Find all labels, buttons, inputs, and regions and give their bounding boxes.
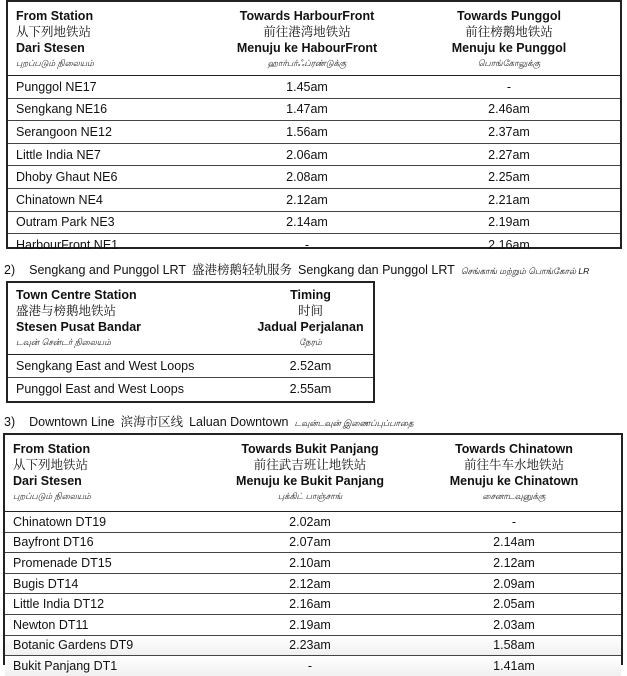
- table-header: [8, 283, 373, 355]
- header-ta: சைனாடவுனுக்கு: [482, 491, 546, 501]
- time-towards-punggol: 2.21am: [488, 192, 530, 207]
- time-towards-harbourfront: 1.47am: [286, 102, 328, 117]
- table-row: [8, 143, 620, 166]
- station-cell: Bukit Panjang DT1: [13, 658, 118, 673]
- time-towards-chinatown: 2.14am: [493, 535, 535, 550]
- header-ta: புறப்படும் நிலையம்: [13, 491, 91, 501]
- section-number: 2): [4, 263, 16, 277]
- table-header: [8, 2, 620, 76]
- time-towards-punggol: 2.19am: [488, 215, 530, 230]
- table-row: [5, 573, 621, 594]
- table-row: [8, 211, 620, 234]
- section-title-lrt: [4, 260, 595, 278]
- table-row: [8, 233, 620, 256]
- station-cell: Bugis DT14: [13, 576, 79, 591]
- station-cell: Chinatown DT19: [13, 514, 107, 529]
- header-ms: Menuju ke Bukit Panjang: [236, 474, 384, 488]
- table-body: [5, 512, 621, 676]
- time-towards-bukit-panjang: 2.02am: [289, 514, 331, 529]
- time-towards-harbourfront: -: [304, 237, 310, 252]
- station-cell: Punggol NE17: [16, 79, 97, 94]
- section-title-en: Sengkang and Punggol LRT: [29, 263, 186, 277]
- header-zh: 时间: [297, 304, 323, 318]
- time-towards-punggol: -: [506, 79, 512, 94]
- table-row: [5, 552, 621, 573]
- header-zh: 从下列地铁站: [16, 25, 92, 39]
- station-cell: Little India NE7: [16, 147, 101, 162]
- header-ms: Menuju ke Punggol: [451, 41, 567, 55]
- time-towards-bukit-panjang: 2.07am: [289, 535, 331, 550]
- header-en: Town Centre Station: [16, 288, 137, 302]
- header-timing: [248, 287, 373, 354]
- time-towards-harbourfront: 2.14am: [286, 215, 328, 230]
- station-cell: Promenade DT15: [13, 555, 112, 570]
- table-row: [8, 188, 620, 211]
- station-cell: Sengkang East and West Loops: [16, 359, 195, 373]
- header-zh: 前往港湾地铁站: [263, 25, 351, 39]
- time-towards-chinatown: 1.58am: [493, 638, 535, 653]
- time-towards-harbourfront: 2.06am: [286, 147, 328, 162]
- header-ta: டவுன் சென்டர் நிலையம்: [16, 337, 111, 347]
- table-row: [8, 98, 620, 121]
- header-ta: ஹார்பர்ஃப்ரண்டுக்கு: [267, 58, 347, 68]
- section-title-ta: செங்காங் மற்றும் பொங்கோல் LR: [460, 266, 590, 276]
- header-ms: Menuju ke HabourFront: [236, 41, 378, 55]
- table-row: [5, 593, 621, 614]
- header-ms: Jadual Perjalanan: [257, 320, 364, 334]
- header-towards-punggol: [398, 8, 620, 75]
- station-cell: Outram Park NE3: [16, 215, 115, 230]
- north-east-line-timetable: [6, 0, 622, 252]
- time-towards-punggol: 2.16am: [488, 237, 530, 252]
- time-towards-punggol: 2.37am: [488, 124, 530, 139]
- station-cell: Sengkang NE16: [16, 102, 108, 117]
- header-towards-harbourfront: [216, 8, 398, 75]
- header-town-centre-station: [8, 287, 248, 354]
- header-ta: பொங்கோலுக்கு: [477, 58, 541, 68]
- downtown-line-timetable: [3, 433, 623, 673]
- table-header: [5, 435, 621, 512]
- station-cell: Little India DT12: [13, 597, 105, 612]
- table-body: [8, 355, 373, 400]
- time-towards-harbourfront: 2.12am: [286, 192, 328, 207]
- table-row: [5, 655, 621, 676]
- header-ta: நேரம்: [299, 337, 322, 347]
- header-ms: Dari Stesen: [16, 41, 85, 55]
- table-row: [8, 355, 373, 377]
- header-zh: 前往榜鹅地铁站: [465, 25, 553, 39]
- time-towards-bukit-panjang: 2.12am: [289, 576, 331, 591]
- header-ta: புக்கிட் பாஞ்சாங்: [277, 491, 343, 501]
- section-title-ms: Laluan Downtown: [189, 415, 289, 429]
- table-body: [8, 76, 620, 256]
- station-cell: Serangoon NE12: [16, 124, 112, 139]
- header-en: Towards Bukit Panjang: [241, 442, 379, 456]
- time-towards-chinatown: -: [511, 514, 517, 529]
- table-row: [5, 614, 621, 635]
- header-en: From Station: [13, 442, 91, 456]
- time-towards-chinatown: 2.09am: [493, 576, 535, 591]
- timing-cell: 2.52am: [289, 359, 332, 373]
- time-towards-bukit-panjang: -: [307, 658, 313, 673]
- header-towards-chinatown: [407, 441, 621, 511]
- table-row: [8, 76, 620, 98]
- section-title-ms: Sengkang dan Punggol LRT: [297, 263, 455, 277]
- header-zh: 盛港与榜鹅地铁站: [16, 304, 117, 318]
- table-row: [5, 532, 621, 553]
- header-en: From Station: [16, 9, 94, 23]
- station-cell: Bayfront DT16: [13, 535, 94, 550]
- section-title-en: Downtown Line: [29, 415, 115, 429]
- time-towards-harbourfront: 2.08am: [286, 170, 328, 185]
- station-cell: HarbourFront NE1: [16, 237, 119, 252]
- header-ms: Dari Stesen: [13, 474, 82, 488]
- table-row: [8, 120, 620, 143]
- header-zh: 前往武吉班让地铁站: [253, 458, 367, 472]
- header-en: Towards HarbourFront: [239, 9, 375, 23]
- time-towards-chinatown: 2.12am: [493, 555, 535, 570]
- time-towards-punggol: 2.27am: [488, 147, 530, 162]
- time-towards-bukit-panjang: 2.23am: [289, 638, 331, 653]
- lrt-timetable: [6, 281, 375, 403]
- time-towards-harbourfront: 1.45am: [286, 79, 328, 94]
- header-en: Towards Punggol: [457, 9, 561, 23]
- station-cell: Punggol East and West Loops: [16, 382, 184, 396]
- section-title-zh: 滨海市区线: [120, 415, 184, 429]
- time-towards-chinatown: 2.03am: [493, 617, 535, 632]
- table-row: [5, 512, 621, 532]
- station-cell: Botanic Gardens DT9: [13, 638, 134, 653]
- time-towards-punggol: 2.25am: [488, 170, 530, 185]
- station-cell: Dhoby Ghaut NE6: [16, 170, 118, 185]
- header-towards-bukit-panjang: [213, 441, 407, 511]
- time-towards-harbourfront: 1.56am: [286, 124, 328, 139]
- time-towards-chinatown: 2.05am: [493, 597, 535, 612]
- section-title-ta: டவுன்டவுன் இணைப்புப்பாதை: [294, 418, 414, 428]
- table-row: [5, 635, 621, 656]
- section-title-zh: 盛港榜鹅轻轨服务: [191, 263, 292, 277]
- time-towards-bukit-panjang: 2.19am: [289, 617, 331, 632]
- table-row: [8, 377, 373, 400]
- section-number: 3): [4, 415, 16, 429]
- time-towards-punggol: 2.46am: [488, 102, 530, 117]
- header-ms: Menuju ke Chinatown: [449, 474, 579, 488]
- header-ms: Stesen Pusat Bandar: [16, 320, 142, 334]
- header-zh: 从下列地铁站: [13, 458, 89, 472]
- header-zh: 前往牛车水地铁站: [463, 458, 564, 472]
- header-ta: புறப்படும் நிலையம்: [16, 58, 94, 68]
- header-from-station: [8, 8, 216, 75]
- time-towards-bukit-panjang: 2.10am: [289, 555, 331, 570]
- header-from-station: [5, 441, 213, 511]
- header-en: Timing: [290, 288, 331, 302]
- table-row: [8, 165, 620, 188]
- time-towards-bukit-panjang: 2.16am: [289, 597, 331, 612]
- time-towards-chinatown: 1.41am: [493, 658, 535, 673]
- station-cell: Chinatown NE4: [16, 192, 103, 207]
- header-en: Towards Chinatown: [455, 442, 573, 456]
- timing-cell: 2.55am: [289, 382, 332, 396]
- section-title-downtown: [4, 412, 420, 430]
- station-cell: Newton DT11: [13, 617, 89, 632]
